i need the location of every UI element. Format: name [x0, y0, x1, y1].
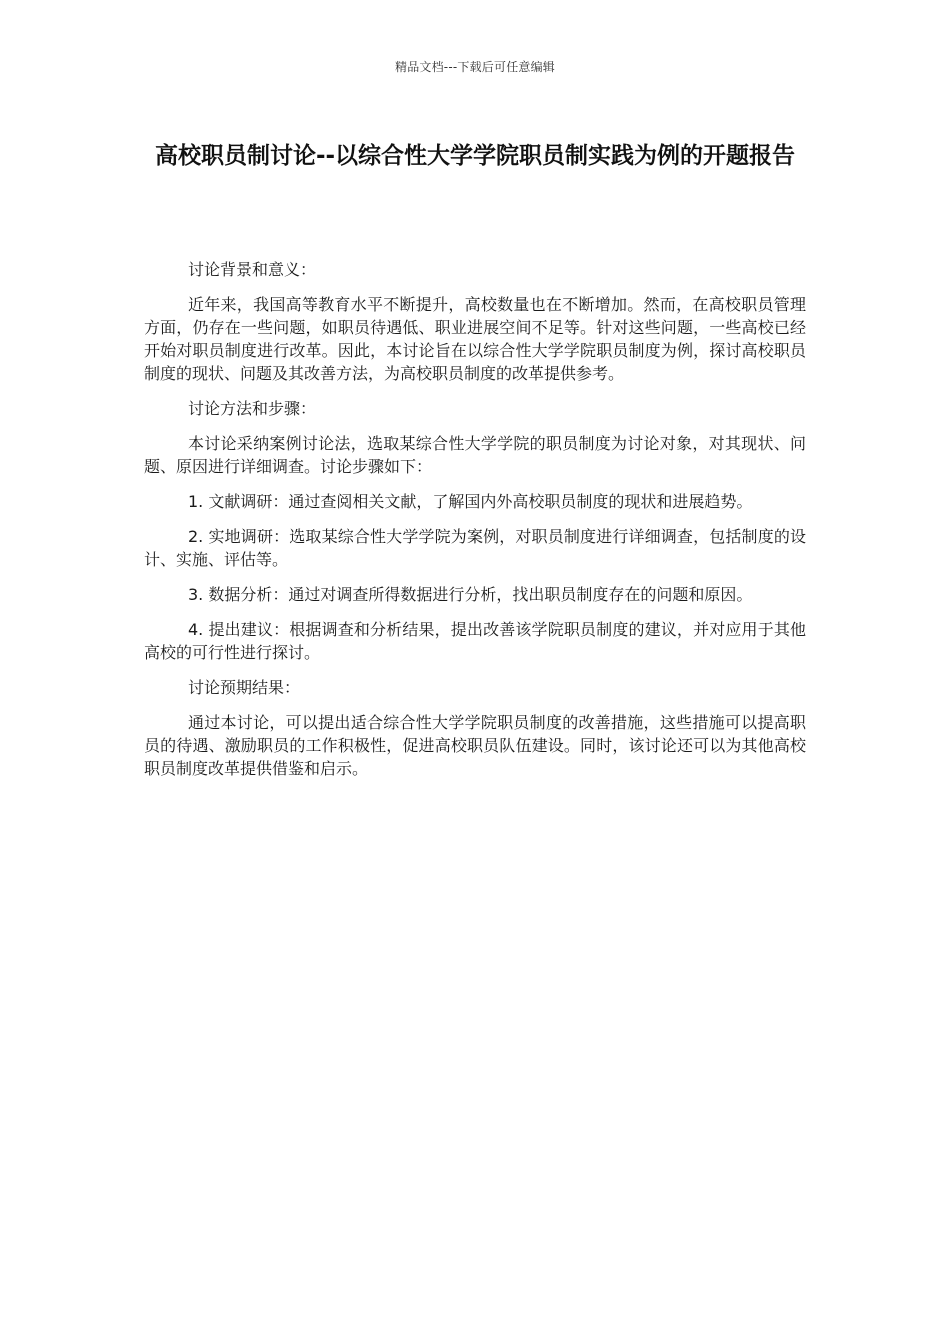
section-heading-background: 讨论背景和意义：	[188, 260, 317, 279]
paragraph-expected-results: 通过本讨论，可以提出适合综合性大学学院职员制度的改善措施，这些措施可以提高职员的待遇、激励职员的工作积极性，促进高校职员队伍建设。同时，该讨论还可以为其他高校职员制度改革提供借鉴和启示。	[144, 713, 806, 778]
document-body	[144, 258, 806, 792]
paragraph-background: 近年来，我国高等教育水平不断提升，高校数量也在不断增加。然而，在高校职员管理方面，仍存在一些问题，如职员待遇低、职业进展空间不足等。针对这些问题，一些高校已经开始对职员制度进行改革。因此，本讨论旨在以综合性大学学院职员制度为例，探讨高校职员制度的现状、问题及其改善方法，为高校职员制度的改革提供参考。	[144, 295, 806, 383]
list-item-step-2: 2. 实地调研：选取某综合性大学学院为案例，对职员制度进行详细调查，包括制度的设计、实施、评估等。	[144, 527, 806, 569]
header-note: 精品文档---下载后可任意编辑	[395, 60, 555, 74]
list-item-step-1: 1. 文献调研：通过查阅相关文献，了解国内外高校职员制度的现状和进展趋势。	[188, 492, 753, 511]
document-title: 高校职员制讨论--以综合性大学学院职员制实践为例的开题报告	[154, 143, 796, 169]
list-item-step-3: 3. 数据分析：通过对调查所得数据进行分析，找出职员制度存在的问题和原因。	[188, 585, 753, 604]
paragraph-methods: 本讨论采纳案例讨论法，选取某综合性大学学院的职员制度为讨论对象，对其现状、问题、原因进行详细调查。讨论步骤如下：	[144, 434, 806, 476]
section-heading-expected-results: 讨论预期结果：	[188, 678, 301, 697]
section-heading-methods: 讨论方法和步骤：	[188, 399, 317, 418]
list-item-step-4: 4. 提出建议：根据调查和分析结果，提出改善该学院职员制度的建议，并对应用于其他高校的可行性进行探讨。	[144, 620, 806, 662]
